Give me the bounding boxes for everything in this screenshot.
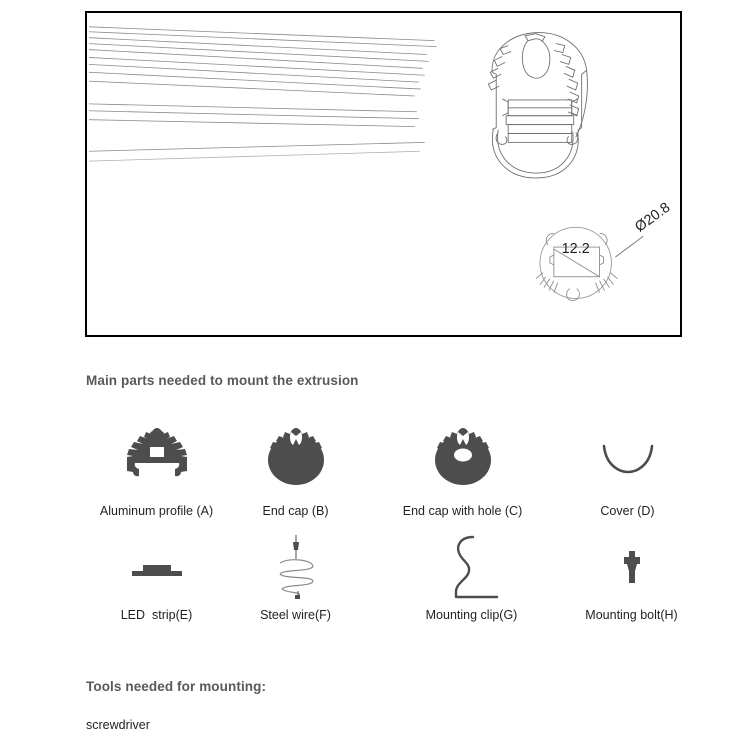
part-label: Cover (D) — [600, 504, 655, 518]
inner-width-label: 12.2 — [561, 241, 590, 258]
led-strip-glyph — [124, 553, 190, 583]
part-item-end-cap — [221, 420, 370, 519]
parts-row-primary — [86, 420, 682, 519]
technical-drawing-frame — [85, 11, 682, 337]
diameter-leader-line — [615, 236, 643, 257]
tools-heading: Tools needed for mounting: — [86, 679, 267, 694]
part-label: Steel wire(F) — [260, 608, 331, 622]
end-cap-with-hole-icon — [430, 420, 496, 492]
part-item-mounting-clip — [397, 537, 546, 623]
steel-wire-icon — [268, 537, 324, 599]
part-item-aluminum-profile — [82, 420, 231, 519]
part-item-mounting-bolt — [557, 537, 706, 623]
cover-icon — [598, 420, 658, 492]
cross-section-detail — [536, 200, 673, 301]
mounting-clip-icon — [439, 537, 505, 599]
part-label: Mounting bolt(H) — [585, 608, 678, 622]
aluminum-profile-icon — [120, 420, 194, 492]
tools-list: screwdriver — [86, 718, 150, 732]
part-item-cover — [553, 420, 702, 519]
cover-glyph — [598, 436, 658, 476]
part-item-led-strip — [82, 537, 231, 623]
mounting-bolt-icon — [612, 537, 652, 599]
main-parts-heading: Main parts needed to mount the extrusion — [86, 373, 359, 388]
part-label: Mounting clip(G) — [425, 608, 518, 622]
led-strip-icon — [124, 537, 190, 599]
parts-row-secondary — [86, 537, 682, 623]
end-cap-glyph — [263, 424, 329, 488]
extrusion-end-face — [488, 33, 587, 178]
aluminum-profile-glyph — [120, 425, 194, 487]
end-cap-with-hole-glyph — [430, 424, 496, 488]
part-label: Aluminum profile (A) — [99, 504, 214, 518]
part-item-steel-wire — [221, 537, 370, 623]
part-label: End cap with hole (C) — [402, 504, 523, 518]
steel-wire-glyph — [268, 533, 324, 603]
part-label: LED strip(E) — [120, 608, 193, 622]
extrusion-bottom-edge — [89, 151, 420, 161]
outer-diameter-label: Ø20.8 — [632, 199, 674, 236]
cap-hole — [454, 449, 472, 462]
end-cap-icon — [263, 420, 329, 492]
mounting-bolt-glyph — [612, 545, 652, 591]
extrusion-drawing — [87, 13, 680, 335]
extrusion-body-lines — [89, 27, 437, 151]
part-label: End cap (B) — [262, 504, 329, 518]
part-item-end-cap-with-hole — [388, 420, 537, 519]
mounting-clip-glyph — [439, 533, 505, 603]
